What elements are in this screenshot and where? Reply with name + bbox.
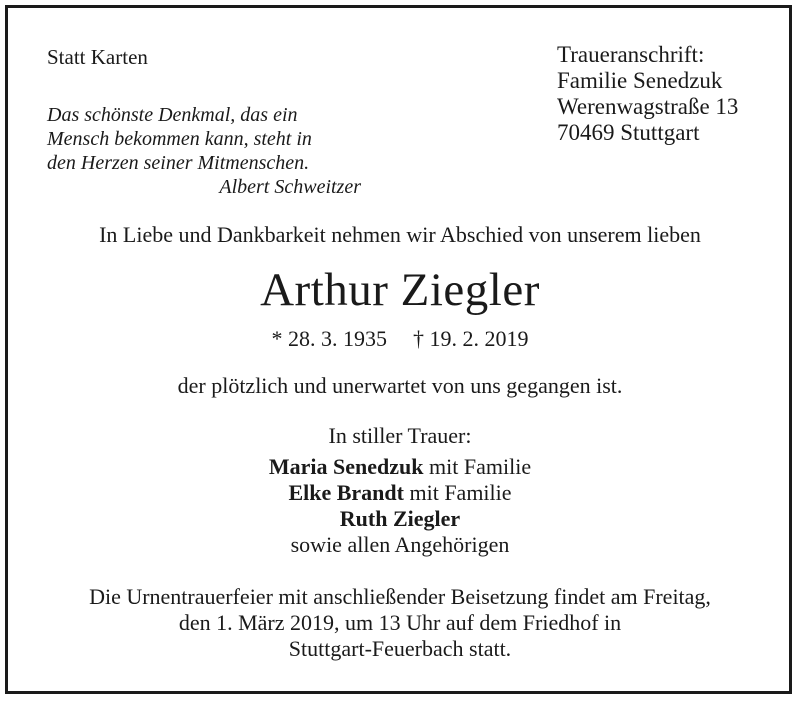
mourner-suffix: mit Familie <box>403 480 512 505</box>
mourners-list <box>0 454 800 558</box>
statt-karten-label: Statt Karten <box>47 45 148 69</box>
mourner-name: Ruth Ziegler <box>339 506 461 531</box>
mourner-row <box>0 506 800 532</box>
mourning-address <box>557 42 738 146</box>
quote-line: Das schönste Denkmal, das ein <box>47 104 298 126</box>
birth-date: * 28. 3. 1935 <box>271 326 387 351</box>
mourner-suffix: mit Familie <box>423 454 532 479</box>
mourner-closing: sowie allen Angehörigen <box>290 532 510 557</box>
address-family: Familie Senedzuk <box>557 68 723 93</box>
ceremony-line: Stuttgart-Feuerbach statt. <box>288 636 512 661</box>
address-city: 70469 Stuttgart <box>557 120 700 145</box>
quote-line: Mensch bekommen kann, steht in <box>47 128 312 150</box>
memorial-quote <box>47 103 367 199</box>
ceremony-notice <box>0 584 800 662</box>
mourner-row <box>0 480 800 506</box>
address-street: Werenwagstraße 13 <box>557 94 739 119</box>
address-heading: Traueranschrift: <box>557 42 705 67</box>
quote-line: den Herzen seiner Mitmenschen. <box>47 152 310 174</box>
death-date: † 19. 2. 2019 <box>413 326 529 351</box>
deceased-name: Arthur Ziegler <box>260 264 540 316</box>
mourner-name: Elke Brandt <box>288 480 404 505</box>
mourner-name: Maria Senedzuk <box>268 454 424 479</box>
intro-text: In Liebe und Dankbarkeit nehmen wir Abschied von unserem lieben <box>99 222 701 247</box>
mourning-label: In stiller Trauer: <box>328 423 472 448</box>
ceremony-line: Die Urnentrauerfeier mit anschließender Beisetzung findet am Freitag, <box>89 584 711 609</box>
passing-text: der plötzlich und unerwartet von uns gegangen ist. <box>177 373 623 398</box>
ceremony-line: den 1. März 2019, um 13 Uhr auf dem Friedhof in <box>178 610 622 635</box>
mourner-row <box>0 454 800 480</box>
life-dates <box>0 326 800 352</box>
quote-author: Albert Schweitzer <box>219 176 361 198</box>
